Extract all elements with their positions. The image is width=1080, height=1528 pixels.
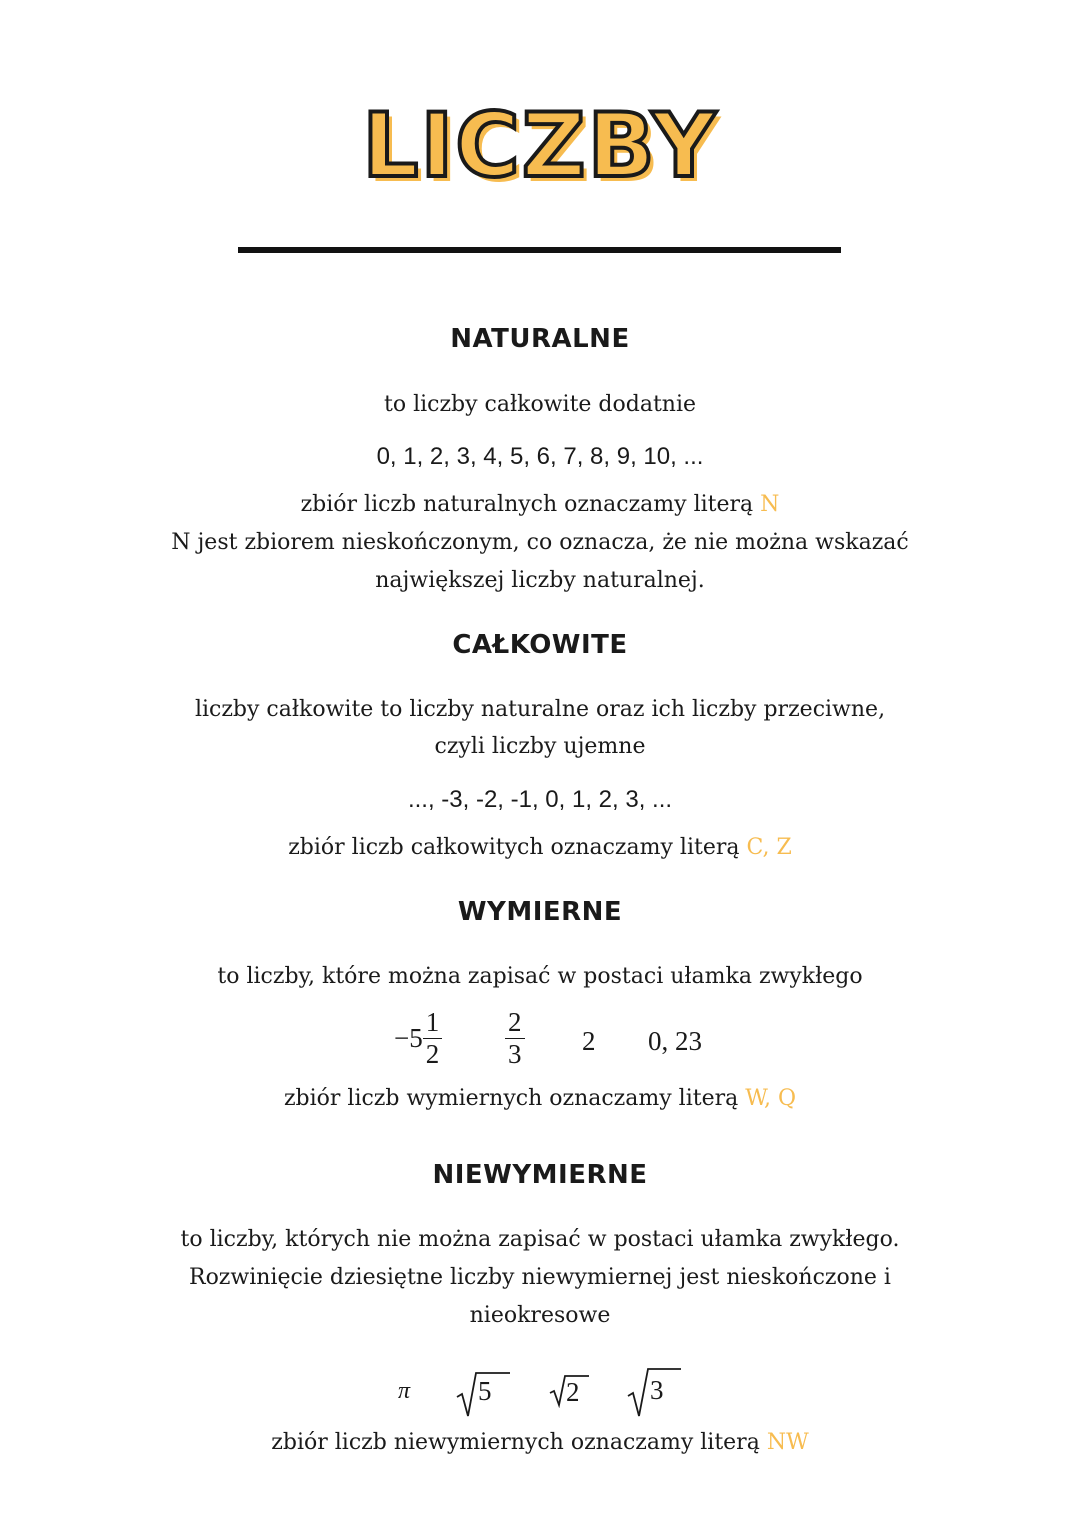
heading-niewymierne: NIEWYMIERNE — [432, 1160, 648, 1190]
sqrt3-example — [626, 1366, 682, 1420]
fraction-denominator: 3 — [508, 1039, 522, 1069]
naturalne-description: to liczby całkowite dodatnie — [383, 392, 697, 417]
sqrt5-radicand: 5 — [478, 1376, 492, 1406]
fraction-example — [505, 1009, 525, 1068]
pi-example: π — [398, 1378, 411, 1404]
naturalne-symbol: N — [760, 492, 780, 517]
niewymierne-set-line — [0, 1430, 1080, 1455]
naturalne-set-line — [0, 492, 1080, 517]
heading-naturalne: NATURALNE — [450, 324, 630, 354]
heading-wymierne: WYMIERNE — [457, 897, 623, 927]
calkowite-set-line — [0, 835, 1080, 860]
calkowite-symbol: C, Z — [746, 835, 792, 860]
wymierne-set-label: zbiór liczb wymiernych oznaczamy literą — [283, 1086, 739, 1111]
calkowite-description-line1: liczby całkowite to liczby naturalne oraz ich liczby przeciwne, — [194, 697, 886, 722]
decimal-example: 0, 23 — [648, 1026, 702, 1056]
calkowite-description-line2: czyli liczby ujemne — [434, 734, 646, 759]
naturalne-note-line1: N jest zbiorem nieskończonym, co oznacza, że nie można wskazać — [171, 530, 909, 555]
wymierne-symbol: W, Q — [745, 1086, 797, 1111]
naturalne-sequence: 0, 1, 2, 3, 4, 5, 6, 7, 8, 9, 10, ... — [376, 443, 704, 470]
wymierne-description: to liczby, które można zapisać w postaci ułamka zwykłego — [217, 964, 863, 989]
fraction-numerator: 2 — [505, 1009, 525, 1039]
mixed-fraction — [423, 1009, 443, 1068]
niewymierne-set-label: zbiór liczb niewymiernych oznaczamy literą — [271, 1430, 760, 1455]
wymierne-set-line — [0, 1086, 1080, 1111]
sqrt2-example — [548, 1374, 590, 1408]
mixed-denominator: 2 — [425, 1039, 440, 1069]
naturalne-set-label: zbiór liczb naturalnych oznaczamy literą — [300, 492, 754, 517]
page-title: LICZBY — [362, 94, 718, 197]
niewymierne-description-line3: nieokresowe — [469, 1303, 611, 1328]
sqrt2-radicand: 2 — [566, 1377, 580, 1407]
mixed-numerator: 1 — [423, 1009, 443, 1039]
heading-calkowite: CAŁKOWITE — [452, 630, 628, 660]
integer-example: 2 — [582, 1026, 596, 1056]
mixed-fraction-example — [394, 1009, 442, 1068]
naturalne-note-line2: największej liczby naturalnej. — [375, 568, 705, 593]
niewymierne-description-line2: Rozwinięcie dziesiętne liczby niewymiernej jest nieskończone i — [189, 1265, 891, 1290]
mixed-whole: −5 — [394, 1023, 423, 1053]
calkowite-sequence: ..., -3, -2, -1, 0, 1, 2, 3, ... — [407, 786, 673, 813]
niewymierne-symbol: NW — [766, 1430, 809, 1455]
sqrt5-example — [455, 1370, 511, 1420]
niewymierne-description-line1: to liczby, których nie można zapisać w postaci ułamka zwykłego. — [180, 1227, 900, 1252]
sqrt3-radicand: 3 — [650, 1375, 664, 1405]
calkowite-set-label: zbiór liczb całkowitych oznaczamy literą — [288, 835, 740, 860]
title-divider — [238, 247, 841, 253]
